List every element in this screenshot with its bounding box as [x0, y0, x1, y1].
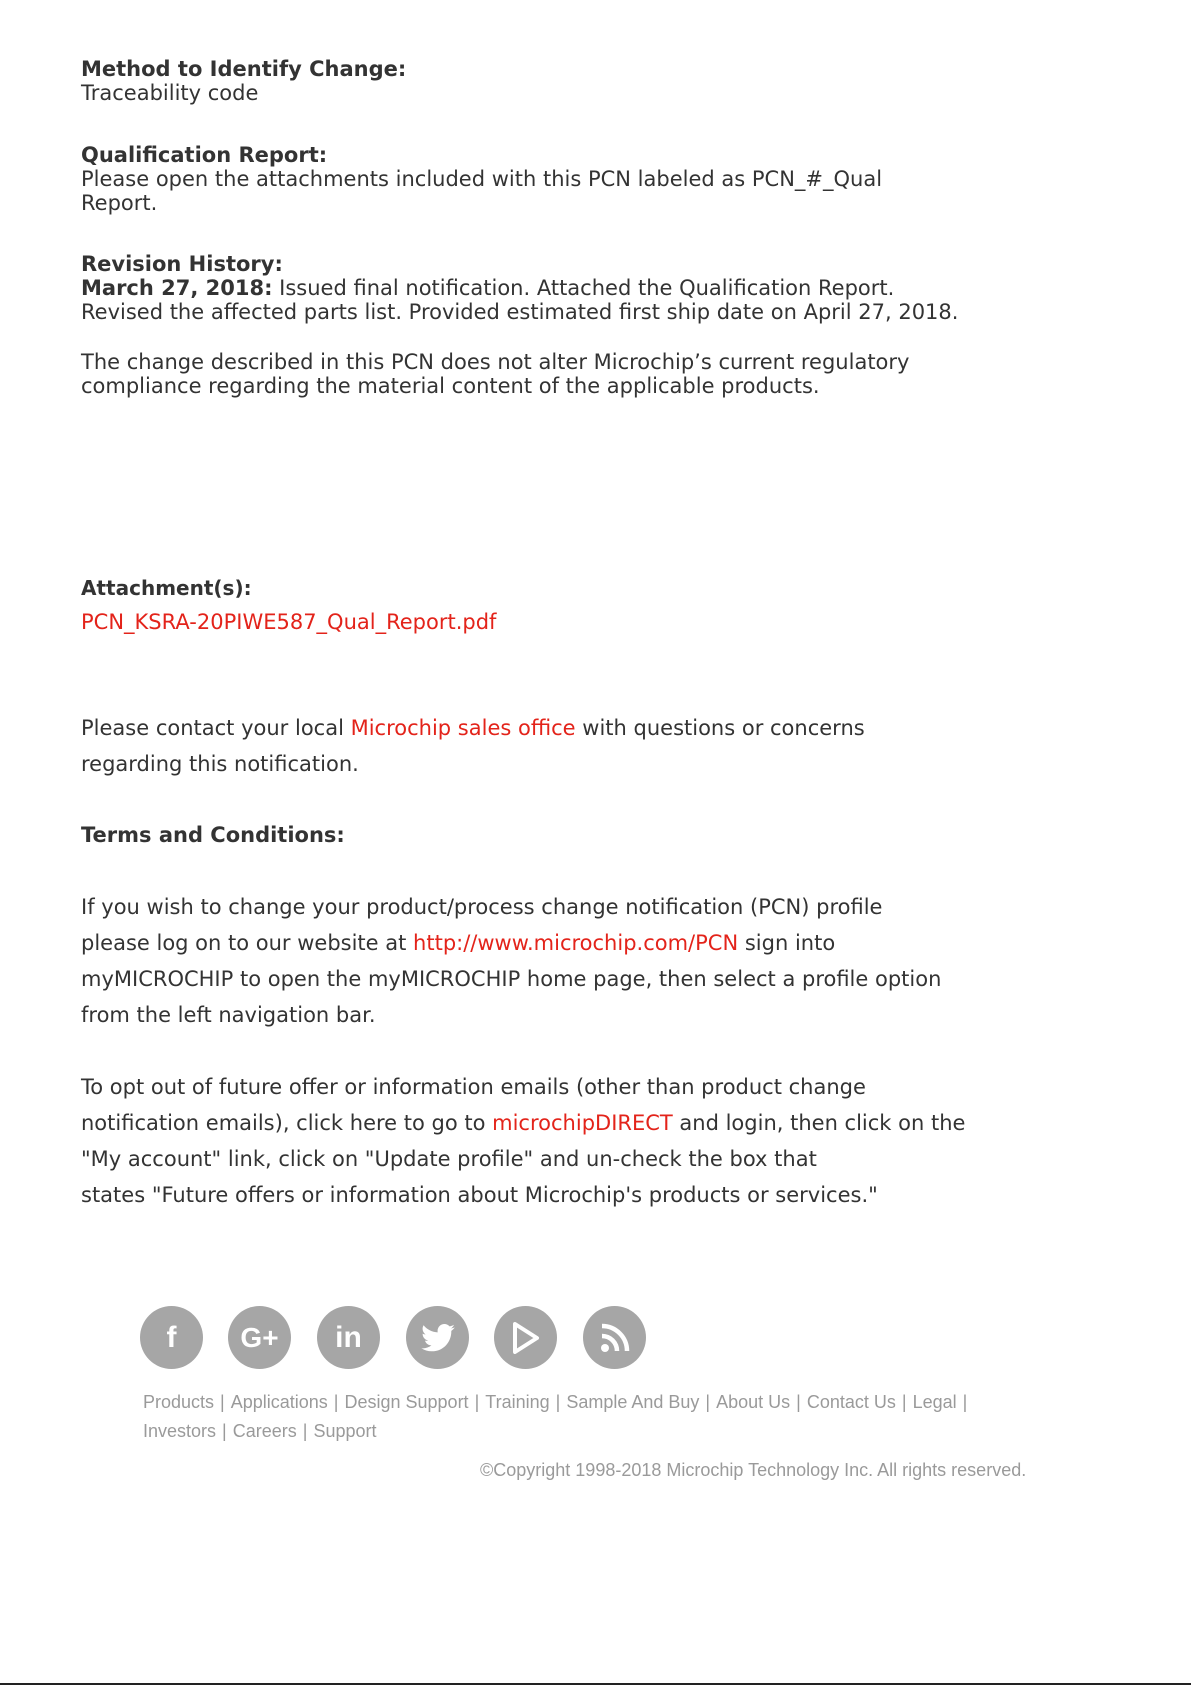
compliance-section: [81, 350, 981, 398]
footer-link-contact-us[interactable]: Contact Us: [806, 1392, 896, 1412]
terms-p2-line-2: [81, 1105, 981, 1141]
contact-before: Please contact your local: [81, 716, 351, 740]
linkedin-glyph: in: [335, 1320, 362, 1354]
terms-p2-line-1: To opt out of future offer or information emails (other than product change: [81, 1075, 866, 1099]
footer-separator: |: [302, 1421, 308, 1441]
pcn-website-link[interactable]: http://www.microchip.com/PCN: [413, 931, 739, 955]
attachments-heading: Attachment(s):: [81, 576, 252, 600]
microchipdirect-link[interactable]: microchipDIRECT: [492, 1111, 673, 1135]
footer-link-careers[interactable]: Careers: [232, 1421, 297, 1441]
revision-line-2: Revised the affected parts list. Provided estimated first ship date on April 27, 2018.: [81, 300, 959, 324]
footer-link-investors[interactable]: Investors: [143, 1421, 217, 1441]
youtube-icon[interactable]: [494, 1306, 557, 1369]
revision-heading: Revision History:: [81, 252, 283, 276]
terms-heading-block: [81, 817, 981, 853]
footer-link-support[interactable]: Support: [313, 1421, 377, 1441]
footer-separator: |: [555, 1392, 561, 1412]
play-shape: [512, 1322, 540, 1354]
compliance-line-1: The change described in this PCN does not alter Microchip’s current regulatory: [81, 350, 910, 374]
footer-link-about-us[interactable]: About Us: [716, 1392, 791, 1412]
method-heading: Method to Identify Change:: [81, 57, 407, 81]
footer-separator: |: [474, 1392, 480, 1412]
terms-p1-line-3: myMICROCHIP to open the myMICROCHIP home page, then select a profile option: [81, 967, 942, 991]
footer-separator: |: [333, 1392, 339, 1412]
footer-separator: |: [796, 1392, 801, 1412]
qualification-line-2: Report.: [81, 191, 158, 215]
linkedin-icon[interactable]: [317, 1306, 380, 1369]
revision-text-1: Issued final notification. Attached the Qualification Report.: [272, 276, 895, 300]
sales-office-link[interactable]: Microchip sales office: [350, 716, 576, 740]
terms-p2-after: and login, then click on the: [672, 1111, 966, 1135]
terms-p1-after: sign into: [738, 931, 836, 955]
footer-links-row-1: [143, 1388, 1043, 1417]
footer-separator: |: [222, 1421, 227, 1441]
footer-link-design-support[interactable]: Design Support: [344, 1392, 469, 1412]
footer-separator: |: [901, 1392, 907, 1412]
footer-link-training[interactable]: Training: [485, 1392, 550, 1412]
terms-p2-before: notification emails), click here to go to: [81, 1111, 493, 1135]
footer-separator: |: [220, 1392, 225, 1412]
terms-p1-line-2: [81, 925, 981, 961]
twitter-bird-shape: [421, 1324, 455, 1352]
rss-shape: [600, 1323, 630, 1353]
terms-heading: Terms and Conditions:: [81, 823, 345, 847]
copyright-text: ©Copyright 1998-2018 Microchip Technology Inc. All rights reserved.: [480, 1460, 1027, 1480]
revision-date: March 27, 2018:: [81, 276, 273, 300]
twitter-icon[interactable]: [406, 1306, 469, 1369]
terms-p1-line-1: If you wish to change your product/process change notification (PCN) profile: [81, 895, 883, 919]
rss-icon[interactable]: [583, 1306, 646, 1369]
footer-link-legal[interactable]: Legal: [912, 1392, 957, 1412]
method-section: [81, 57, 981, 105]
footer-link-sample-and-buy[interactable]: Sample And Buy: [566, 1392, 700, 1412]
facebook-icon[interactable]: [140, 1306, 203, 1369]
revision-section: [81, 252, 981, 324]
contact-line-2: regarding this notification.: [81, 752, 359, 776]
terms-p1-before: please log on to our website at: [81, 931, 414, 955]
terms-paragraph-2: [81, 1069, 981, 1213]
terms-p2-line-4: states "Future offers or information about Microchip's products or services.": [81, 1183, 878, 1207]
google-plus-icon[interactable]: [228, 1306, 291, 1369]
footer-link-applications[interactable]: Applications: [230, 1392, 328, 1412]
qualification-heading: Qualification Report:: [81, 143, 328, 167]
facebook-glyph: f: [166, 1320, 177, 1354]
terms-p2-line-3: "My account" link, click on "Update profile" and un-check the box that: [81, 1147, 817, 1171]
footer-links: [143, 1388, 1043, 1446]
revision-line-1: [81, 276, 981, 300]
google-plus-glyph: G+: [240, 1321, 279, 1353]
qualification-line-1: Please open the attachments included with this PCN labeled as PCN_#_Qual: [81, 167, 883, 191]
footer-separator: |: [962, 1392, 968, 1412]
contact-after: with questions or concerns: [575, 716, 865, 740]
contact-line-1: [81, 710, 981, 746]
terms-paragraph-1: [81, 889, 981, 1033]
attachments-section: [81, 573, 981, 637]
contact-section: [81, 710, 981, 782]
compliance-line-2: compliance regarding the material content of the applicable products.: [81, 374, 820, 398]
footer-link-products[interactable]: Products: [143, 1392, 215, 1412]
footer-links-row-2: [143, 1417, 1043, 1446]
method-text: Traceability code: [81, 81, 259, 105]
terms-p1-line-4: from the left navigation bar.: [81, 1003, 376, 1027]
qualification-section: [81, 143, 981, 215]
attachment-file-link[interactable]: PCN_KSRA-20PIWE587_Qual_Report.pdf: [81, 610, 497, 634]
footer-separator: |: [705, 1392, 711, 1412]
